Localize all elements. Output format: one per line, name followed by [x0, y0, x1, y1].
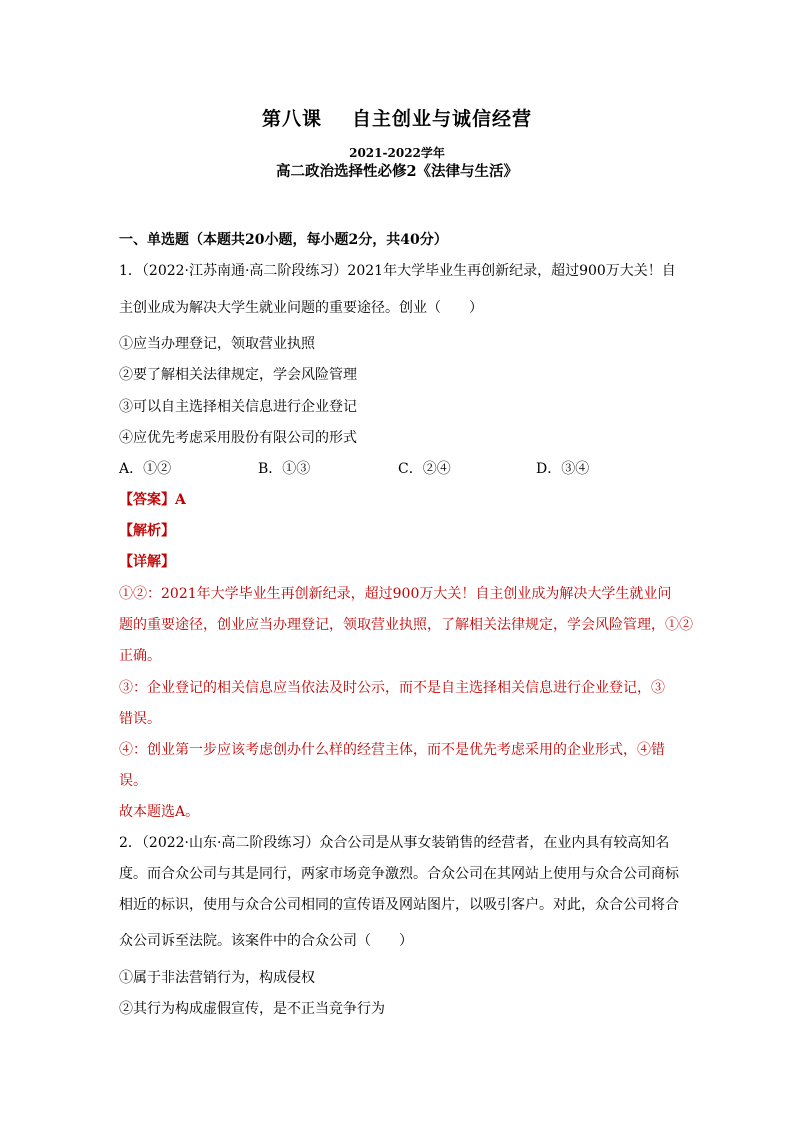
lesson-number: 第八课	[261, 108, 322, 130]
q1-option-d: D．③④	[536, 461, 590, 477]
q1-stem-line-2: 主创业成为解决大学生就业问题的重要途径。创业（ ）	[119, 300, 483, 316]
q1-explain-line-2: 题的重要途径，创业应当办理登记，领取营业执照，了解相关法律规定，学会风险管理，①②	[119, 617, 693, 633]
lesson-name: 自主创业与诚信经营	[352, 108, 533, 130]
section-heading: 一、单选题（本题共20小题，每小题2分，共40分）	[119, 232, 448, 248]
q1-item-4: ④应优先考虑采用股份有限公司的形式	[119, 430, 357, 446]
q2-item-1: ①属于非法营销行为，构成侵权	[119, 970, 315, 986]
q1-stem-line-1: 1．（2022·江苏南通·高二阶段练习）2021年大学毕业生再创新纪录，超过900万大关！自	[119, 263, 676, 279]
q1-explain-line-3: 正确。	[119, 648, 161, 664]
q1-explain-line-5: 错误。	[119, 711, 161, 727]
q1-item-1: ①应当办理登记，领取营业执照	[119, 336, 315, 352]
q1-option-a: A．①②	[119, 461, 172, 477]
q2-item-2: ②其行为构成虚假宣传，是不正当竞争行为	[119, 1001, 385, 1017]
q1-conclusion: 故本题选A。	[119, 804, 200, 820]
q1-analysis-label: 【解析】	[119, 523, 175, 539]
q1-item-2: ②要了解相关法律规定，学会风险管理	[119, 367, 357, 383]
q1-item-3: ③可以自主选择相关信息进行企业登记	[119, 399, 357, 415]
q1-answer: 【答案】A	[119, 492, 186, 508]
q1-option-b: B．①③	[258, 461, 311, 477]
q1-detail-label: 【详解】	[119, 554, 175, 570]
course-name: 高二政治选择性必修2《法律与生活》	[275, 163, 519, 180]
lesson-title	[0, 104, 794, 131]
q2-stem-line-4: 众公司诉至法院。该案件中的合众公司（ ）	[119, 933, 413, 949]
q1-explain-line-1: ①②：2021年大学毕业生再创新纪录，超过900万大关！自主创业成为解决大学生就业问	[119, 586, 672, 602]
q2-stem-line-2: 度。而合众公司与其是同行，两家市场竞争激烈。合众公司在其网站上使用与众合公司商标	[119, 866, 679, 882]
q1-explain-line-7: 误。	[119, 773, 147, 789]
q1-explain-line-6: ④：创业第一步应该考虑创办什么样的经营主体，而不是优先考虑采用的企业形式，④错	[119, 742, 665, 758]
q2-stem-line-1: 2．（2022·山东·高二阶段练习）众合公司是从事女装销售的经营者，在业内具有较高知名	[119, 835, 670, 851]
q2-stem-line-3: 相近的标识，使用与众合公司相同的宣传语及网站图片，以吸引客户。对此，众合公司将合	[119, 897, 679, 913]
q1-option-c: C．②④	[398, 461, 451, 477]
school-year: 2021-2022学年	[349, 146, 445, 160]
q1-explain-line-4: ③：企业登记的相关信息应当依法及时公示，而不是自主选择相关信息进行企业登记，③	[119, 680, 665, 696]
